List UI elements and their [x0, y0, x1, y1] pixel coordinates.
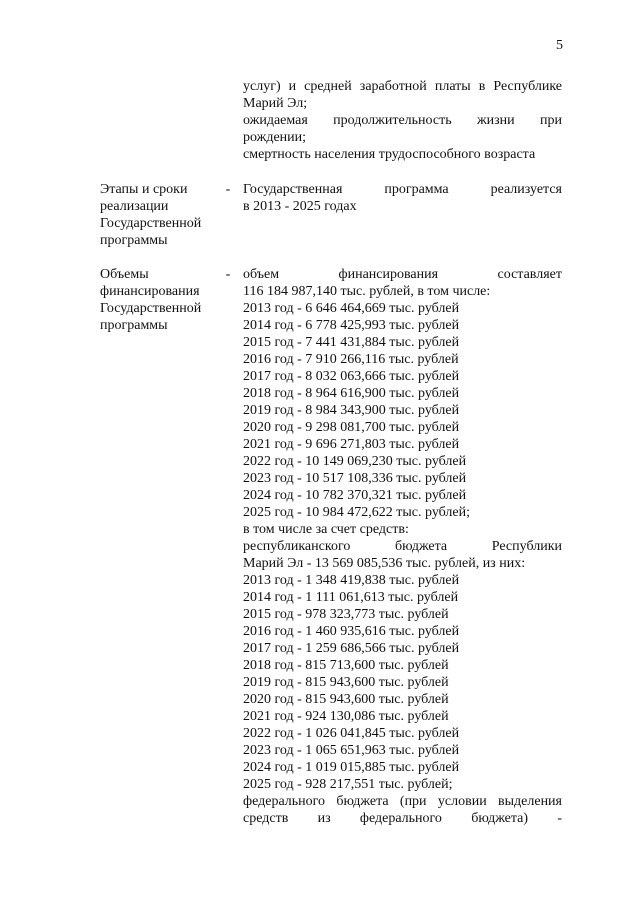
text-line: федерального бюджета (при условии выделения — [243, 794, 562, 809]
text-line: республиканского бюджета Республики — [243, 539, 562, 554]
label-line: Государственной — [100, 216, 202, 231]
funding-year-line: 2015 год - 7 441 431,884 тыс. рублей — [243, 335, 460, 350]
label-line: финансирования — [100, 284, 200, 299]
funding-dash: - — [225, 267, 231, 282]
republic-year-line: 2015 год - 978 323,773 тыс. рублей — [243, 607, 449, 622]
text-line: услуг) и средней заработной платы в Республике — [243, 79, 562, 94]
republic-year-line: 2016 год - 1 460 935,616 тыс. рублей — [243, 624, 460, 639]
republic-year-line: 2020 год - 815 943,600 тыс. рублей — [243, 692, 449, 707]
text-line: Государственная программа реализуется — [243, 182, 562, 197]
funding-year-line: 2017 год - 8 032 063,666 тыс. рублей — [243, 369, 460, 384]
text-line: средств из федерального бюджета) - — [243, 811, 562, 826]
label-line: программы — [100, 233, 168, 248]
funding-year-line: 2014 год - 6 778 425,993 тыс. рублей — [243, 318, 460, 333]
funding-year-line: 2025 год - 10 984 472,622 тыс. рублей; — [243, 505, 471, 520]
stages-dash: - — [225, 182, 231, 197]
page-number: 5 — [556, 38, 563, 53]
funding-year-line: 2016 год - 7 910 266,116 тыс. рублей — [243, 352, 459, 367]
text-line: в 2013 - 2025 годах — [243, 199, 357, 214]
text-line: смертность населения трудоспособного возраста — [243, 147, 536, 162]
text-line: Марий Эл - 13 569 085,536 тыс. рублей, из них: — [243, 556, 526, 571]
label-line: Объемы — [100, 267, 149, 282]
funding-year-line: 2021 год - 9 696 271,803 тыс. рублей — [243, 437, 460, 452]
funding-year-line: 2023 год - 10 517 108,336 тыс. рублей — [243, 471, 467, 486]
republic-year-line: 2023 год - 1 065 651,963 тыс. рублей — [243, 743, 460, 758]
text-line: Марий Эл; — [243, 96, 308, 111]
text-line: объем финансирования составляет — [243, 267, 562, 282]
republic-year-line: 2013 год - 1 348 419,838 тыс. рублей — [243, 573, 460, 588]
republic-year-line: 2022 год - 1 026 041,845 тыс. рублей — [243, 726, 460, 741]
continuation-right-column — [243, 78, 562, 163]
republic-year-line: 2017 год - 1 259 686,566 тыс. рублей — [243, 641, 460, 656]
funding-year-line: 2024 год - 10 782 370,321 тыс. рублей — [243, 488, 467, 503]
funding-year-line: 2019 год - 8 984 343,900 тыс. рублей — [243, 403, 460, 418]
label-line: Этапы и сроки — [100, 182, 188, 197]
label-line: программы — [100, 318, 168, 333]
republic-year-line: 2021 год - 924 130,086 тыс. рублей — [243, 709, 449, 724]
republic-year-line: 2018 год - 815 713,600 тыс. рублей — [243, 658, 449, 673]
funding-year-line: 2018 год - 8 964 616,900 тыс. рублей — [243, 386, 460, 401]
text-line: в том числе за счет средств: — [243, 522, 409, 537]
label-line: реализации — [100, 199, 169, 214]
funding-right-column — [243, 266, 562, 827]
republic-year-line: 2024 год - 1 019 015,885 тыс. рублей — [243, 760, 460, 775]
funding-year-line: 2022 год - 10 149 069,230 тыс. рублей — [243, 454, 467, 469]
funding-label-column — [100, 266, 214, 334]
stages-right-column — [243, 181, 562, 215]
republic-year-line: 2014 год - 1 111 061,613 тыс. рублей — [243, 590, 459, 605]
republic-year-line: 2019 год - 815 943,600 тыс. рублей — [243, 675, 449, 690]
funding-year-line: 2013 год - 6 646 464,669 тыс. рублей — [243, 301, 460, 316]
text-line: рождении; — [243, 130, 307, 145]
republic-year-line: 2025 год - 928 217,551 тыс. рублей; — [243, 777, 453, 792]
label-line: Государственной — [100, 301, 202, 316]
text-line: 116 184 987,140 тыс. рублей, в том числе: — [243, 284, 491, 299]
funding-year-line: 2020 год - 9 298 081,700 тыс. рублей — [243, 420, 460, 435]
text-line: ожидаемая продолжительность жизни при — [243, 113, 562, 128]
stages-label-column — [100, 181, 214, 249]
